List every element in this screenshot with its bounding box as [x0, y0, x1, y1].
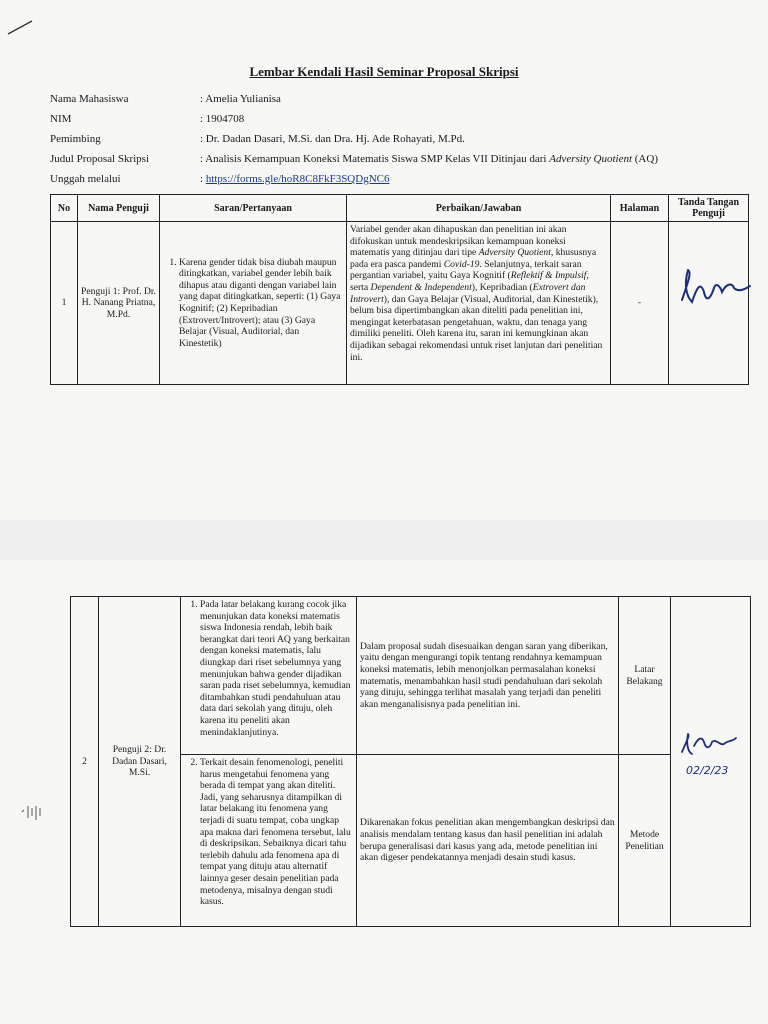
info-label: Unggah melalui — [50, 173, 121, 185]
page-ref: - — [611, 222, 669, 385]
page-ref: Latar Belakang — [619, 597, 671, 755]
info-label: Nama Mahasiswa — [50, 93, 129, 105]
examiner-name: Penguji 1: Prof. Dr. H. Nanang Priatna, M.Pd. — [78, 222, 160, 385]
info-value: : https://forms.gle/hoR8C8FkF3SQDgNC6 — [200, 173, 390, 185]
page-2 — [0, 560, 768, 1024]
header-perbaikan: Perbaikan/Jawaban — [347, 195, 611, 222]
header-ttd: Tanda Tangan Penguji — [669, 195, 749, 222]
response-cell: Dikarenakan fokus penelitian akan mengembangkan deskripsi dan analisis mendalam tentang kasus dan hasil penelitian ini adalah berupa generalisasi dari kasus yang ada, metode penelitian ini akan digeser pendekatannya menjadi desain studi kasus. — [357, 755, 619, 927]
page-ref: Metode Penelitian — [619, 755, 671, 927]
suggestion-cell — [181, 597, 357, 755]
header-halaman: Halaman — [611, 195, 669, 222]
document-title: Lembar Kendali Hasil Seminar Proposal Skripsi — [249, 64, 519, 79]
row-number: 2 — [71, 597, 99, 927]
pen-mark-icon — [6, 18, 36, 38]
suggestion-text: 2. Terkait desain fenomenologi, peneliti harus mengetahui fenomena yang berada di tempat yang akan diteliti. Jadi, yang seharusnya ditampilkan di latar belakang itu fenomena yang terjadi di suatu tempat, coba ungkap apa makna dari fenomena tersebut, lalu di deskripsikan. Sebaiknya dicari tahu terlebih dahulu ada fenomena apa di tempat yang dituju atau alternatif lainnya geser desain penelitian pada metodenya, misalnya dengan studi kasus. — [200, 757, 353, 908]
scan-mark-icon — [20, 802, 50, 822]
info-value: : Amelia Yulianisa — [200, 93, 281, 105]
info-label: Pemimbing — [50, 133, 101, 145]
table-row — [51, 222, 749, 385]
response-cell: Dalam proposal sudah disesuaikan dengan saran yang diberikan, yaitu dengan mengurangi topik tentang rendahnya kemampuan koneksi matematis, lebih menonjolkan permasalahan koneksi matematis, menambahkan hasil studi pendahuluan dari sekolah yang dituju, sehingga terlihat masalah yang terjadi dan peneliti akan menganalisisnya pada penelitian ini. — [357, 597, 619, 755]
suggestion-cell — [181, 755, 357, 927]
header-saran: Saran/Pertanyaan — [160, 195, 347, 222]
response-cell: Variabel gender akan dihapuskan dan penelitian ini akan difokuskan untuk mendeskripsikan kemampuan koneksi matematis yang ditinjau dari tipe Adversity Quotient, khususnya pada era pasca pandemi Covid-19. Selanjutnya, terkait saran pergantian variabel, yaitu Gaya Kognitif (Reflektif & Impulsif, serta Dependent & Independent), Kepribadian (Extrovert dan Introvert), dan Gaya Belajar (Visual, Auditorial, dan Kinestetik), belum bisa dipertimbangkan akan diteliti pada penelitian ini, mengingat keterbatasan pengetahuan, waktu, dan tenaga yang dimiliki peneliti. Oleh karena itu, saran ini kemungkinan akan dijadikan sebagai rekomendasi untuk riset lanjutan dari penelitian ini. — [347, 222, 611, 385]
suggestion-text: 1. Karena gender tidak bisa diubah maupun ditingkatkan, variabel gender lebih baik dihapus atau diganti dengan variabel lain yang dapat ditingkatkan, seperti: (1) Gaya Kognitif; (2) Kepribadian (Extrovert/Introvert); atau (3) Gaya Belajar (Visual, Auditorial, dan Kinestetik) — [179, 257, 343, 350]
examiner-name: Penguji 2: Dr. Dadan Dasari, M.Si. — [99, 597, 181, 927]
info-label: Judul Proposal Skripsi — [50, 153, 150, 165]
table-row — [71, 597, 751, 755]
review-table-1 — [50, 194, 749, 385]
review-table-2 — [70, 596, 751, 927]
info-label: NIM — [50, 113, 72, 125]
header-no: No — [51, 195, 78, 222]
table-header-row — [51, 195, 749, 222]
signature-2-icon — [676, 728, 746, 764]
page-gap — [0, 520, 768, 560]
upload-link[interactable]: https://forms.gle/hoR8C8FkF3SQDgNC6 — [205, 173, 390, 185]
info-value: : Analisis Kemampuan Koneksi Matematis Siswa SMP Kelas VII Ditinjau dari Adversity Quotient (AQ) — [200, 153, 658, 165]
info-value: : Dr. Dadan Dasari, M.Si. dan Dra. Hj. Ade Rohayati, M.Pd. — [200, 133, 465, 145]
signature-date: 02/2/23 — [686, 764, 729, 777]
suggestion-text: 1. Pada latar belakang kurang cocok jika menunjukan data koneksi matematis siswa Indonesia rendah, lebih baik berangkat dari teori AQ yang berkaitan dengan koneksi matematis, lalu diungkap dari riset sebelumnya yang menunjukan bahwa gender dijadikan saran pada riset sebelumnya, kemudian ditambahkan studi pendahuluan atau data dari sekolah yang dituju, oleh karena itu peneliti akan menindaklanjutinya. — [200, 599, 353, 738]
info-value: : 1904708 — [200, 113, 245, 125]
header-penguji: Nama Penguji — [78, 195, 160, 222]
suggestion-cell — [160, 222, 347, 385]
signature-1-icon — [674, 262, 754, 312]
row-number: 1 — [51, 222, 78, 385]
